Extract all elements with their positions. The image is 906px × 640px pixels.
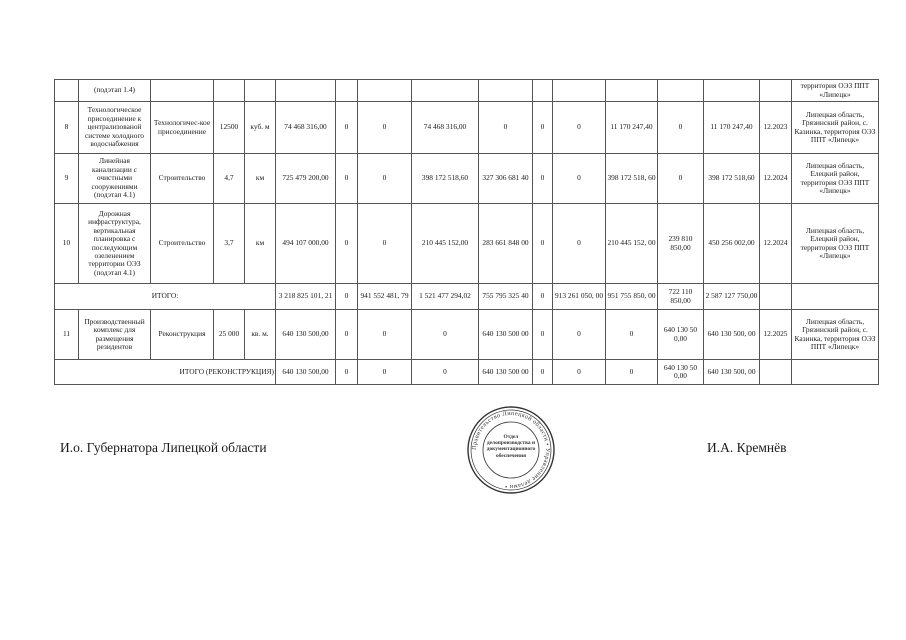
table-row: 9 Линейная канализации с очистными сооружениями (подэтап 4.1) Строительство 4,7 км 725 479 200,00 0 0 398 172 518,60 327 306 681 40 0 0 398 172 518, 60 0 398 172 518,60 12.2024 Липецкая область, Елецкий район, территория ОЭЗ ППТ «Липецк» [55, 154, 879, 204]
signature-title: И.о. Губернатора Липецкой области [60, 440, 267, 455]
table-row: 11 Производственный комплекс для размещения резидентов Реконструкция 25 000 кв. м. 640 130 500,00 0 0 0 640 130 500 00 0 0 0 640 130 50 0,00 640 130 500, 00 12.2025 Липецкая область, Грязинский район, с. Казинка, территория ОЭЗ ППТ «Липецк» [55, 310, 879, 360]
stamp-inner-text: Отдел делопроизводства и документационного обеспечения [486, 434, 536, 459]
data-table [54, 79, 879, 385]
total-recon-label: ИТОГО (РЕКОНСТРУКЦИЯ) [55, 360, 276, 385]
table-row: 10 Дорожная инфраструктура, вертикальная планировка с последующим озеленением территории ОЭЗ (подэтап 4.1) Строительство 3,7 км 494 107 000,00 0 0 210 445 152,00 283 661 848 00 0 0 210 445 152, 00 239 810 850,00 450 256 002,00 12.2024 Липецкая область, Елецкий район, территория ОЭЗ ППТ «Липецк» [55, 204, 879, 284]
total-recon-row: ИТОГО (РЕКОНСТРУКЦИЯ) 640 130 500,00 0 0 0 640 130 500 00 0 0 0 640 130 50 0,00 640 130 500, 00 [55, 360, 879, 385]
stamp-outer-text: Правительство Липецкой области • Управление делами • [470, 409, 552, 491]
total-label: ИТОГО: [55, 284, 276, 310]
table-row: (подэтап 1.4) территория ОЭЗ ППТ «Липецк» [55, 80, 879, 102]
total-row: ИТОГО: 3 218 825 101, 21 0 941 552 481, 79 1 521 477 294,02 755 795 325 40 0 913 261 050, 00 951 755 850, 00 722 110 850,00 2 587 127 750,00 [55, 284, 879, 310]
official-stamp [466, 405, 556, 495]
table-row: 8 Технологическое присоединение к централизованой системе холодного водоснабжения Технологичес-кое присоединение 12500 куб. м 74 468 316,00 0 0 74 468 316,00 0 0 0 11 170 247,40 0 11 170 247,40 12.2023 Липецкая область, Грязинский район, с. Казинка, территория ОЭЗ ППТ «Липецк» [55, 102, 879, 154]
signature-name: И.А. Кремнёв [707, 440, 787, 455]
